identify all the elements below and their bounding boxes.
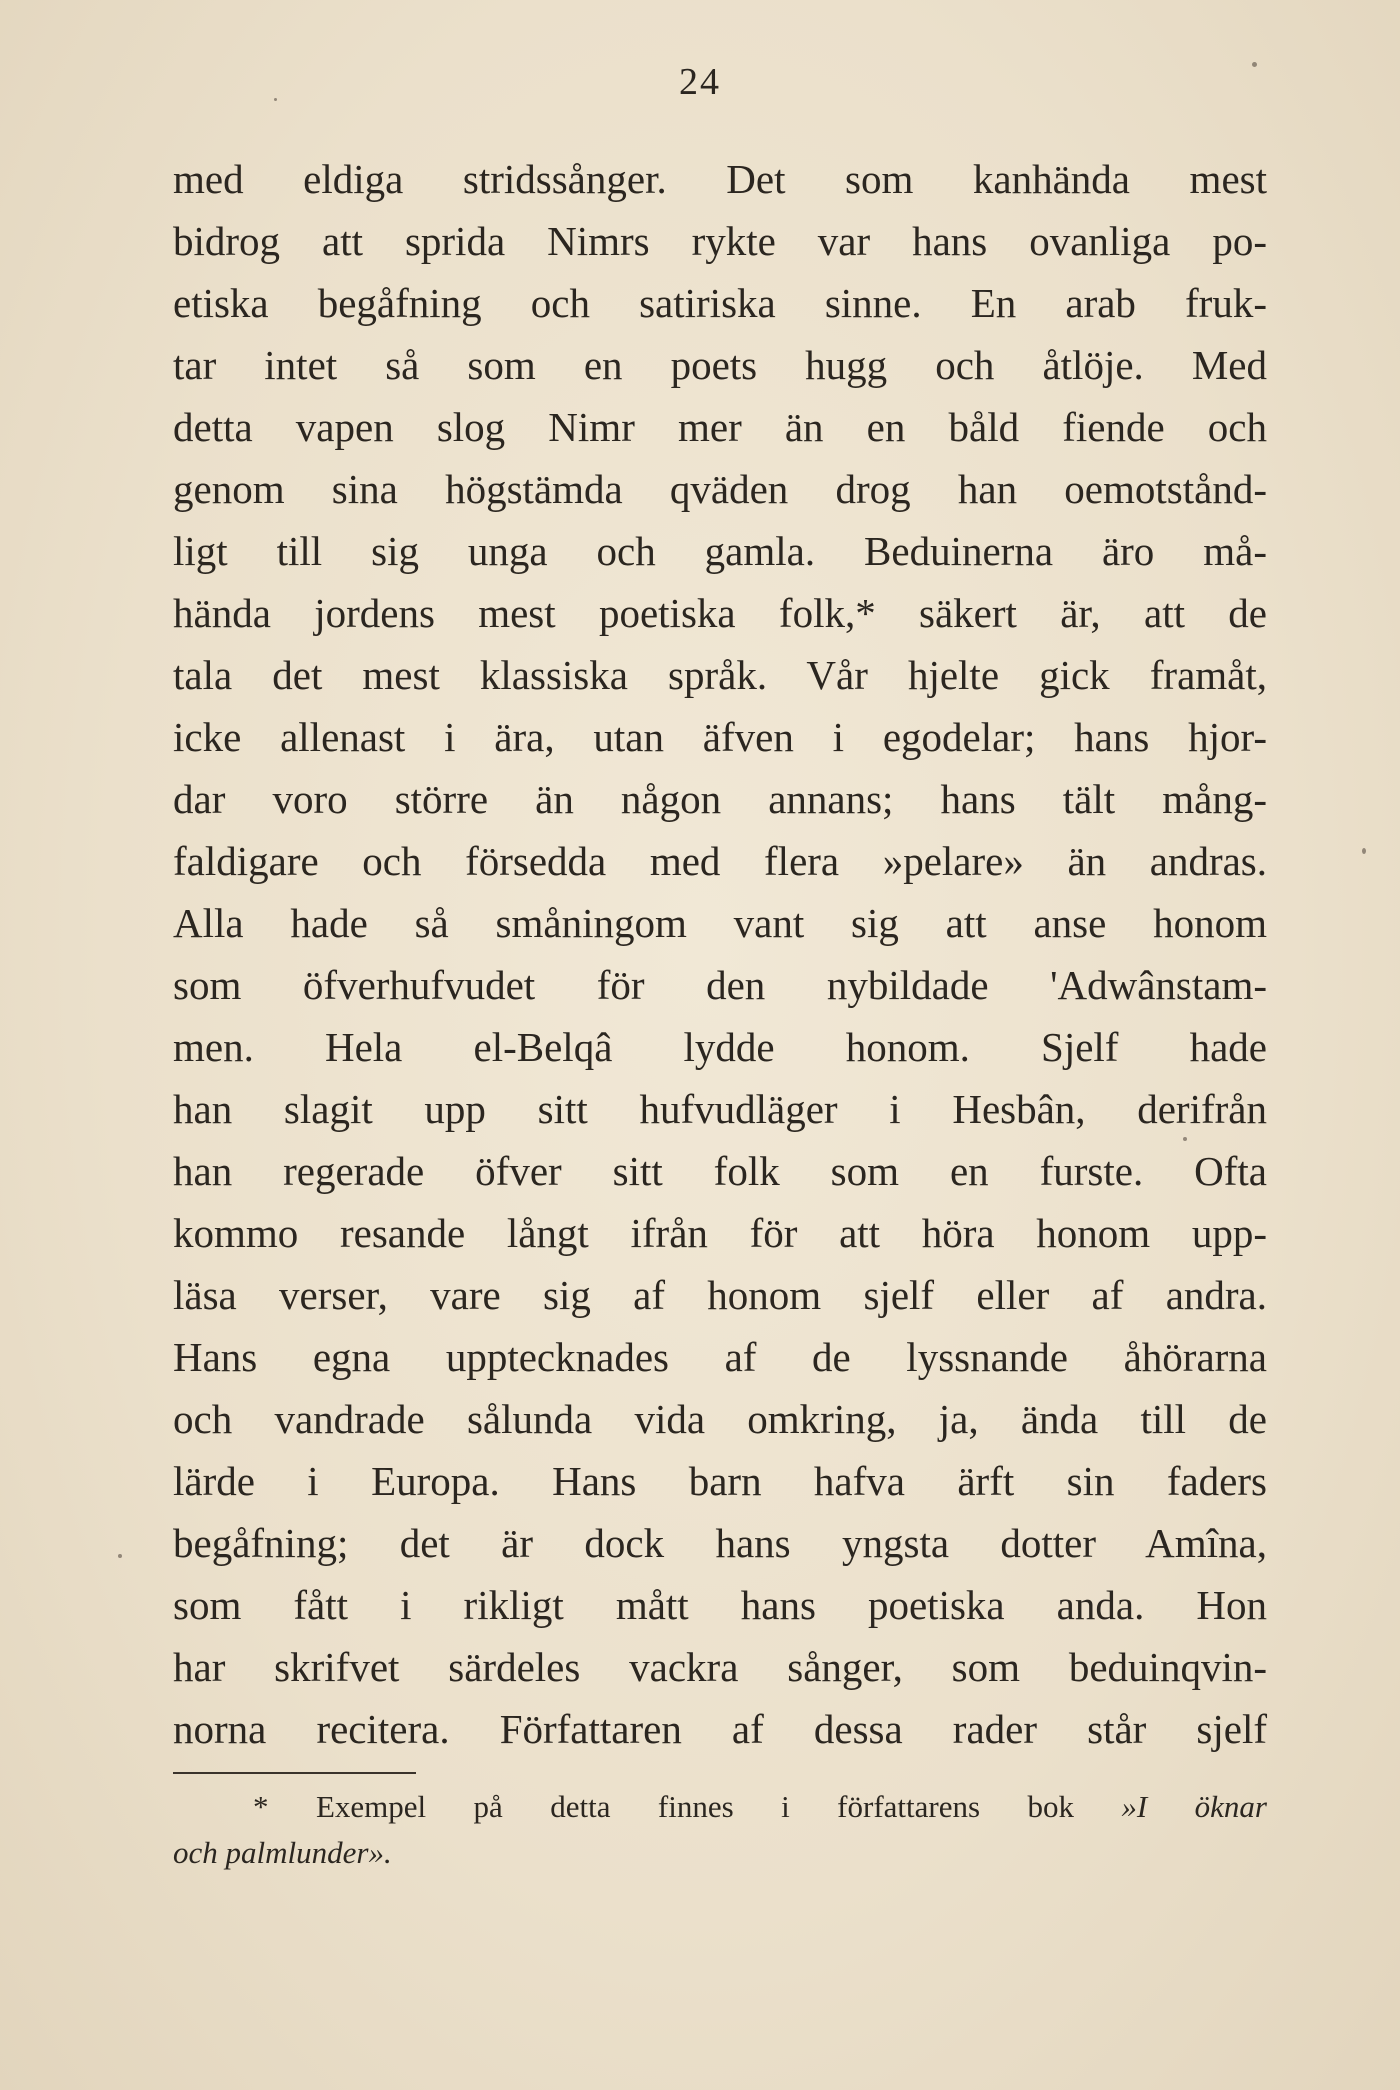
paper-speck <box>274 98 277 101</box>
text-line: lärde i Europa. Hans barn hafva ärft sin faders <box>173 1458 1267 1504</box>
text-line: läsa verser, vare sig af honom sjelf eller af andra. <box>173 1272 1267 1318</box>
text-line: har skrifvet särdeles vackra sånger, som beduinqvin- <box>173 1644 1267 1690</box>
text-line: dar voro större än någon annans; hans tält mång- <box>173 776 1267 822</box>
footnote-line <box>173 1784 1267 1830</box>
text-line: tar intet så som en poets hugg och åtlöje. Med <box>173 342 1267 388</box>
text-line: Alla hade så småningom vant sig att anse honom <box>173 900 1267 946</box>
text-line: faldigare och försedda med flera »pelare» än andras. <box>173 838 1267 884</box>
body-text <box>173 148 1267 1760</box>
text-line: norna recitera. Författaren af dessa rader står sjelf <box>173 1706 1267 1752</box>
footnote-book-title-end: och palmlunder». <box>173 1835 392 1870</box>
paper-speck <box>118 1554 122 1558</box>
text-line: som öfverhufvudet för den nybildade 'Adwânstam- <box>173 962 1267 1008</box>
text-line: begåfning; det är dock hans yngsta dotter Amîna, <box>173 1520 1267 1566</box>
text-line: detta vapen slog Nimr mer än en båld fiende och <box>173 404 1267 450</box>
text-line: genom sina högstämda qväden drog han oemotstånd- <box>173 466 1267 512</box>
footnote-rule <box>173 1772 416 1774</box>
text-line: icke allenast i ära, utan äfven i egodelar; hans hjor- <box>173 714 1267 760</box>
text-line: tala det mest klassiska språk. Vår hjelte gick framåt, <box>173 652 1267 698</box>
page-number: 24 <box>679 61 721 103</box>
text-line: han slagit upp sitt hufvudläger i Hesbân, derifrån <box>173 1086 1267 1132</box>
text-line: han regerade öfver sitt folk som en furste. Ofta <box>173 1148 1267 1194</box>
text-line: bidrog att sprida Nimrs rykte var hans ovanliga po- <box>173 218 1267 264</box>
paper-speck <box>1252 62 1257 67</box>
text-line: ligt till sig unga och gamla. Beduinerna äro må- <box>173 528 1267 574</box>
footnote-marker: * <box>253 1789 269 1824</box>
text-line: etiska begåfning och satiriska sinne. En arab fruk- <box>173 280 1267 326</box>
footnote-line <box>173 1830 1267 1876</box>
text-line: som fått i rikligt mått hans poetiska anda. Hon <box>173 1582 1267 1628</box>
text-line: Hans egna upptecknades af de lyssnande åhörarna <box>173 1334 1267 1380</box>
text-line: hända jordens mest poetiska folk,* säkert är, att de <box>173 590 1267 636</box>
text-line: kommo resande långt ifrån för att höra honom upp- <box>173 1210 1267 1256</box>
paper-speck <box>1362 848 1366 854</box>
paper-speck <box>1183 1137 1187 1141</box>
text-line: och vandrade sålunda vida omkring, ja, ända till de <box>173 1396 1267 1442</box>
text-line: men. Hela el-Belqâ lydde honom. Sjelf hade <box>173 1024 1267 1070</box>
text-line: med eldiga stridssånger. Det som kanhända mest <box>173 156 1267 202</box>
footnote <box>173 1784 1267 1876</box>
footnote-book-title-start: »I öknar <box>1121 1789 1267 1824</box>
footnote-text: Exempel på detta finnes i författarens bok <box>315 1789 1074 1824</box>
